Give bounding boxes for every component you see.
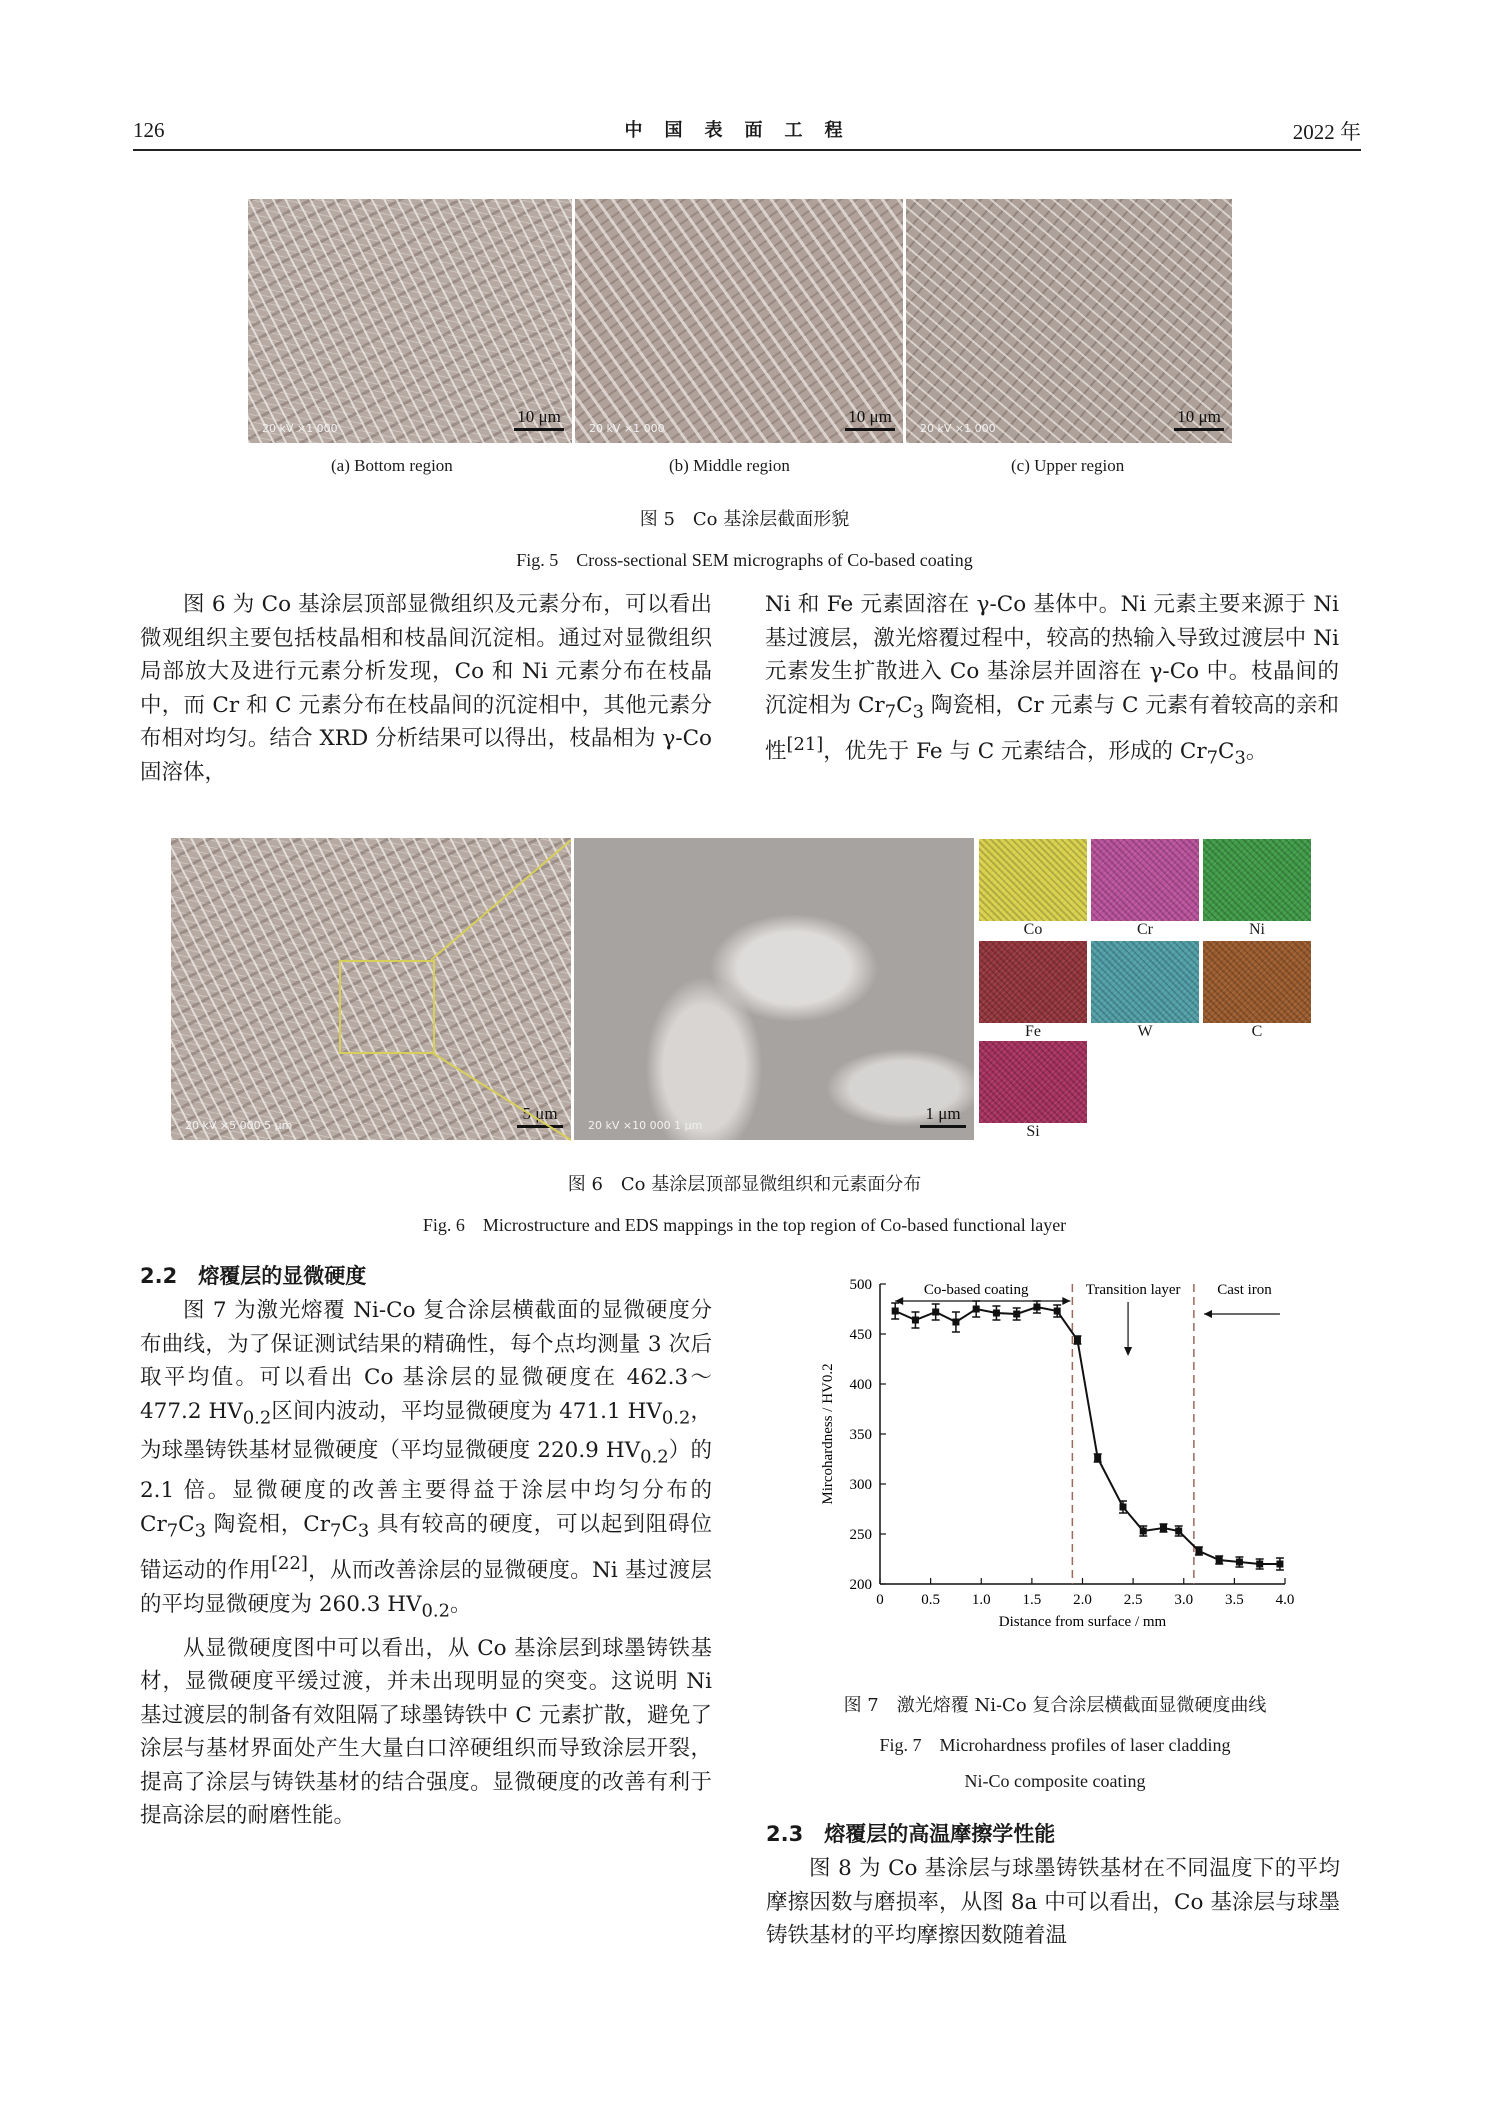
journal-title: 中国表面工程 [624, 120, 865, 141]
fig6-caption-en: Fig. 6 Microstructure and EDS mappings in the top region of Co-based functional layer [422, 1215, 1067, 1235]
sem-info: 20 kV ×1 000 [920, 422, 996, 435]
eds-label-c: C [1251, 1023, 1263, 1040]
eds-map-co [979, 839, 1087, 921]
eds-label-si: Si [1026, 1123, 1040, 1140]
data-point [892, 1308, 899, 1315]
data-point [1276, 1561, 1283, 1568]
eds-label-w: W [1137, 1023, 1153, 1040]
section-heading-2-2: 2.2 熔覆层的显微硬度 [140, 1264, 367, 1288]
paragraph-2-2: 图 7 为激光熔覆 Ni-Co 复合涂层横截面的显微硬度分布曲线，为了保证测试结果的精确性，每个点均测量 3 次后取平均值。可以看出 Co 基涂层的显微硬度在 462.3～477.2 $HV_{0.2}$区间内波动，平均显微硬度为 471.1 $HV_{0.2}$，为球墨铸铁基材显微硬度（平均显微硬度 220.9 $HV_{0.2}$）的 2.1 倍。显微硬度的改善主要得益于涂层中均匀分布的 $Cr_7C_3$ 陶瓷相，$Cr_7C_3$ 具有较高的硬度，可以起到阻碍位错运动的作用[22]，从而改善涂层的显微硬度。Ni 基过渡层的平均显微硬度为 260.3 $HV_{0.2}$。 从显微硬度图中可以看出，从 Co 基涂层到球墨铸铁基材，显微硬度平缓过渡，并未出现明显的突变。这说明 Ni 基过渡层的制备有效阻隔了球墨铸铁中 C 元素扩散，避免了涂层与基材界面处产生大量白口淬硬组织而导致涂层开裂，提高了涂层与铸铁基材的结合强度。显微硬度的改善有利于提高涂层的耐磨性能。 [140, 1298, 712, 1829]
scale-bar: 10 μm [1174, 407, 1224, 431]
series-line [895, 1307, 1280, 1564]
data-point [1033, 1304, 1040, 1311]
data-point [973, 1306, 980, 1313]
microhardness-chart [810, 1262, 1310, 1662]
arrowhead-left [895, 1297, 903, 1305]
x-axis-label: Distance from surface / mm [998, 1614, 1167, 1630]
scale-bar: 5 μm [517, 1104, 563, 1128]
arrowhead-left [1204, 1310, 1212, 1318]
eds-map-fe [979, 941, 1087, 1023]
annotation-co-based: Co-based coating [923, 1282, 1029, 1298]
annotation-cast-iron: Cast iron [1217, 1282, 1272, 1298]
data-point [932, 1309, 939, 1316]
eds-label-ni: Ni [1249, 921, 1265, 938]
y-tick-label: 500 [849, 1277, 872, 1293]
subcaption-b: (b) Middle region [669, 456, 790, 475]
data-point [993, 1310, 1000, 1317]
annotation-transition: Transition layer [1085, 1282, 1181, 1298]
sem-image-top-1um [574, 838, 974, 1140]
scale-bar: 10 μm [514, 407, 564, 431]
eds-map-w [1091, 941, 1199, 1023]
paragraph-right-1: Ni 和 Fe 元素固溶在 γ-Co 基体中。Ni 元素主要来源于 Ni 基过渡层，激光熔覆过程中，较高的热输入导致过渡层中 Ni 元素发生扩散进入 Co 基涂层并固溶在 γ-Co 中。枝晶间的沉淀相为 $Cr_7C_3$ 陶瓷相，Cr 元素与 C 元素有着较高的亲和性[21]，优先于 Fe 与 C 元素结合，形成的 $Cr_7C_3$。 [765, 592, 1339, 769]
x-tick-label: 0 [876, 1592, 884, 1608]
sem-info: 20 kV ×1 000 [589, 422, 665, 435]
x-tick-label: 0.5 [921, 1592, 940, 1608]
fig7-caption-cn: 图 7 激光熔覆 Ni-Co 复合涂层横截面显微硬度曲线 [843, 1695, 1267, 1716]
subcaption-a: (a) Bottom region [331, 456, 453, 475]
fig7-caption-en-2: Ni-Co composite coating [964, 1771, 1146, 1791]
eds-map-c [1203, 941, 1311, 1023]
data-point [1140, 1528, 1147, 1535]
y-tick-label: 350 [849, 1427, 872, 1443]
data-point [912, 1317, 919, 1324]
issue-year: 2022 年 [1292, 120, 1361, 144]
data-point [1160, 1525, 1167, 1532]
fig6-caption-cn: 图 6 Co 基涂层顶部显微组织和元素面分布 [567, 1174, 922, 1195]
arrowhead-right [1062, 1297, 1070, 1305]
data-point [1216, 1557, 1223, 1564]
data-point [1120, 1504, 1127, 1511]
fig5-caption-cn: 图 5 Co 基涂层截面形貌 [639, 509, 850, 530]
x-tick-label: 4.0 [1275, 1592, 1295, 1608]
x-tick-label: 1.5 [1022, 1592, 1042, 1608]
sem-info: 20 kV ×10 000 1 μm [588, 1119, 703, 1132]
x-tick-label: 3.5 [1225, 1592, 1244, 1608]
scale-bar: 1 μm [920, 1104, 966, 1128]
data-point [1094, 1455, 1101, 1462]
eds-label-co: Co [1023, 921, 1043, 938]
fig7-caption-en-1: Fig. 7 Microhardness profiles of laser cladding [879, 1735, 1231, 1755]
page-number: 126 [133, 118, 165, 142]
data-point [1175, 1528, 1182, 1535]
data-point [952, 1319, 959, 1326]
paragraph-2-3: 图 8 为 Co 基涂层与球墨铸铁基材在不同温度下的平均摩擦因数与磨损率，从图 8a 中可以看出，Co 基涂层与球墨铸铁基材的平均摩擦因数随着温 [766, 1856, 1340, 1948]
y-tick-label: 450 [849, 1327, 872, 1343]
eds-label-fe: Fe [1025, 1023, 1041, 1040]
eds-map-cr [1091, 839, 1199, 921]
data-point [1013, 1311, 1020, 1318]
data-point [1256, 1561, 1263, 1568]
x-tick-label: 2.5 [1123, 1592, 1143, 1608]
eds-label-cr: Cr [1137, 921, 1153, 938]
data-point [1074, 1337, 1081, 1344]
sem-info: 20 kV ×5 000 5 μm [185, 1119, 293, 1132]
y-tick-label: 400 [849, 1377, 872, 1393]
paragraph-left-1: 图 6 为 Co 基涂层顶部显微组织及元素分布，可以看出微观组织主要包括枝晶相和枝晶间沉淀相。通过对显微组织局部放大及进行元素分析发现，Co 和 Ni 元素分布在枝晶中，而 Cr 和 C 元素分布在枝晶间的沉淀相中，其他元素分布相对均匀。结合 XRD 分析结果可以得出，枝晶相为 γ-Co 固溶体， [140, 592, 712, 785]
eds-map-si [979, 1041, 1087, 1123]
section-heading-2-3: 2.3 熔覆层的高温摩擦学性能 [766, 1822, 1056, 1846]
x-tick-label: 3.0 [1174, 1592, 1194, 1608]
sem-info: 20 kV ×1 000 [262, 422, 338, 435]
y-axis-label: Mircohardness / HV0.2 [820, 1363, 836, 1505]
scale-bar: 10 μm [845, 407, 895, 431]
x-tick-label: 1.0 [971, 1592, 991, 1608]
y-tick-label: 300 [849, 1477, 872, 1493]
arrowhead-down [1124, 1347, 1132, 1356]
data-point [1054, 1308, 1061, 1315]
y-tick-label: 250 [849, 1527, 872, 1543]
fig5-caption-en: Fig. 5 Cross-sectional SEM micrographs of Co-based coating [516, 550, 973, 570]
subcaption-c: (c) Upper region [1011, 456, 1125, 475]
x-tick-label: 2.0 [1073, 1592, 1092, 1608]
data-point [1236, 1559, 1243, 1566]
data-point [1195, 1548, 1202, 1555]
y-tick-label: 200 [849, 1577, 872, 1593]
eds-map-ni [1203, 839, 1311, 921]
